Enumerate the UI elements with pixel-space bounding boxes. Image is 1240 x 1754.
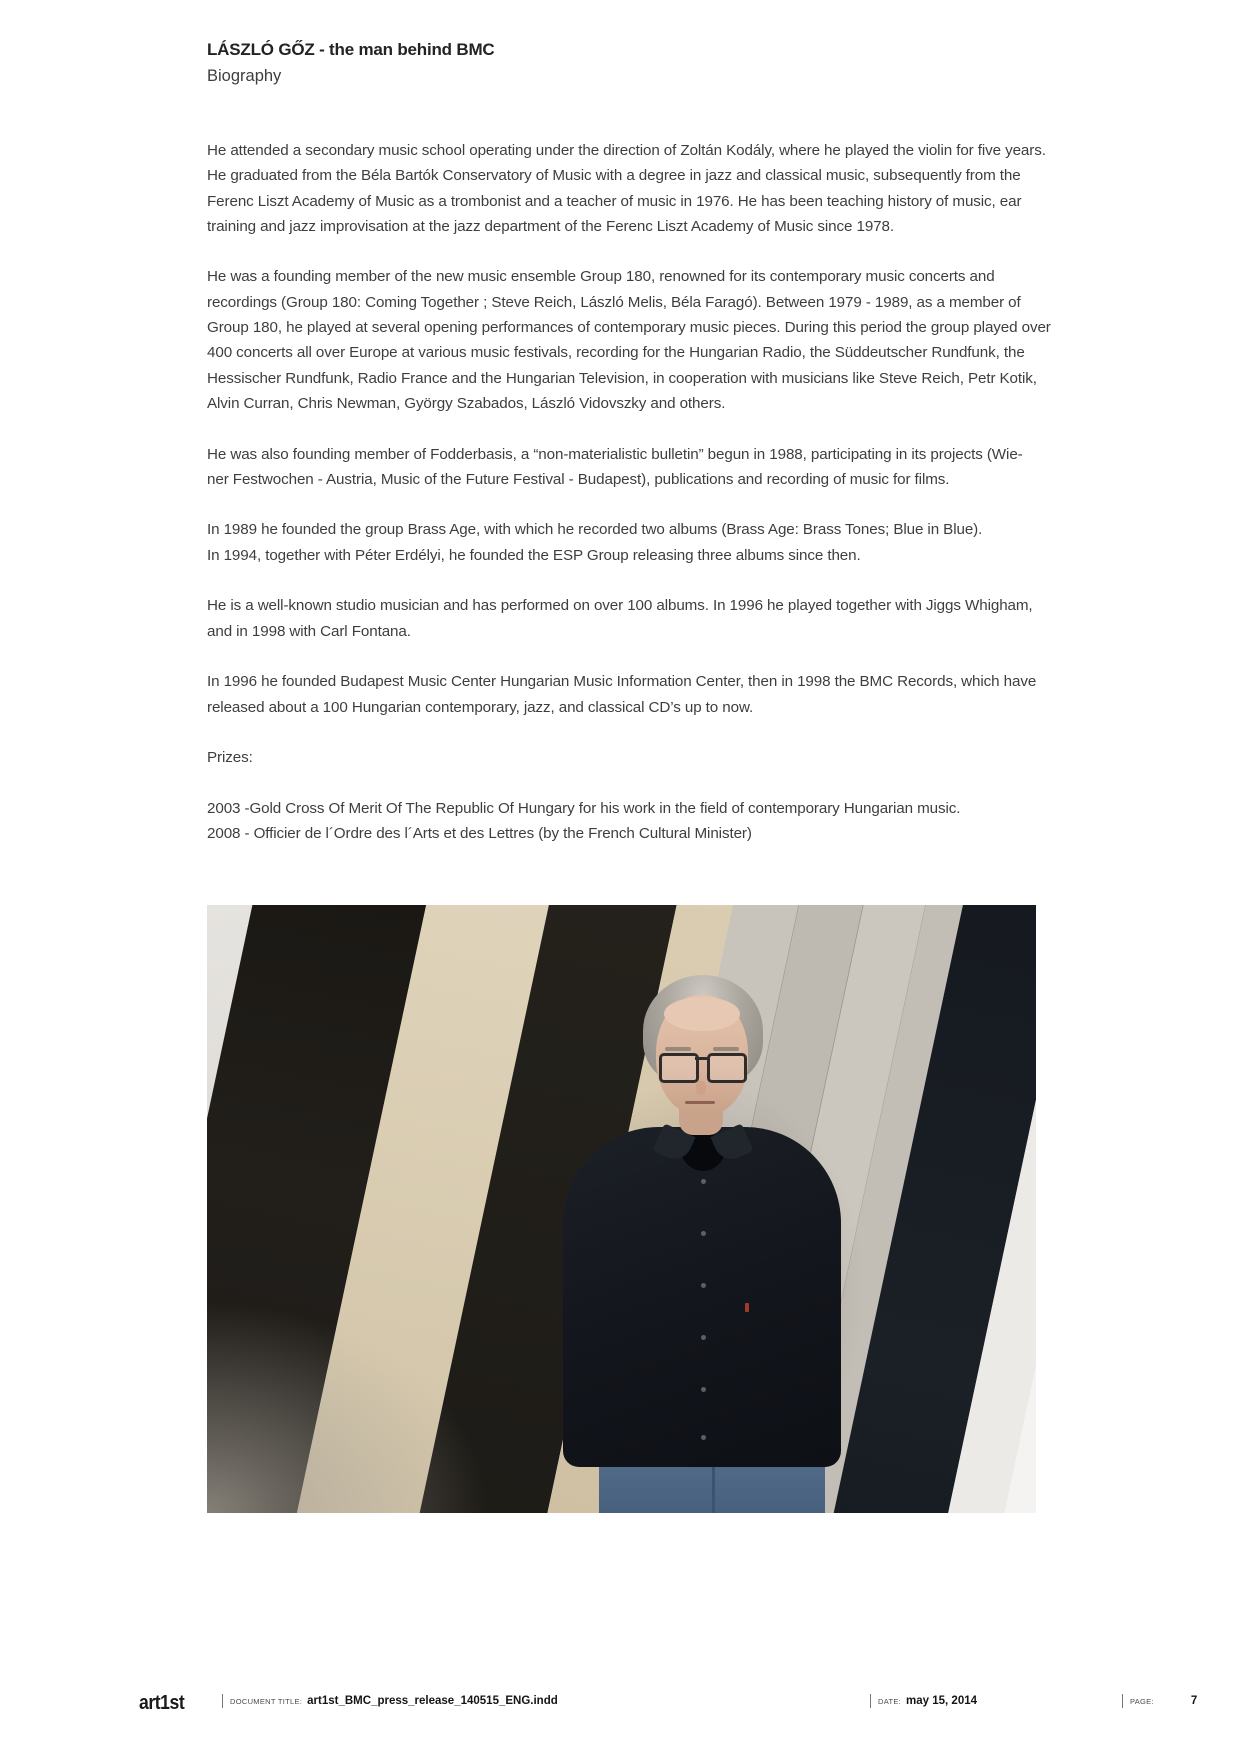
paragraph-brass-age [207,517,1051,568]
glasses-lens [659,1053,699,1083]
mouth [685,1101,715,1104]
nose [696,1081,706,1095]
shirt-button [701,1387,706,1392]
text-line: In 1996 he founded Budapest Music Center Hungarian Music Information Center, then in 1998 the BMC Records, which have [207,673,1037,691]
prize-item: 2008 - Officier de l´Ordre des l´Arts et des Lettres (by the French Cultural Minister) [207,825,752,843]
shirt-button [701,1335,706,1340]
man-figure [207,905,1036,1513]
text-line: 400 concerts all over Europe at various music festivals, recording for the Hungarian Radio, the Süddeutscher Rundfunk, the [207,344,1025,362]
text-line: Alvin Curran, Chris Newman, György Szabados, László Vidovszky and others. [207,394,726,412]
red-shirt-emblem [745,1303,749,1312]
shirt-button [701,1435,706,1440]
page-subtitle: Biography [207,67,282,85]
date-value: may 15, 2014 [906,1695,978,1707]
eyebrow [713,1047,739,1051]
document-title-value: art1st_BMC_press_release_140515_ENG.indd [307,1695,558,1707]
text-line: He was a founding member of the new music ensemble Group 180, renowned for its contemporary music concerts and [207,268,995,286]
dark-shirt [563,1127,841,1467]
text-line: In 1989 he founded the group Brass Age, with which he recorded two albums (Brass Age: Brass Tones; Blue in Blue). [207,521,983,539]
date-label: DATE: [878,1696,902,1706]
biography-text [207,138,1051,872]
text-line: He attended a secondary music school operating under the direction of Zoltán Kodály, where he played the violin for five years. [207,142,1046,159]
eyebrow [665,1047,691,1051]
text-line: recordings (Group 180: Coming Together ; Steve Reich, László Melis, Béla Faragó). Between 1979 - 1989, as a member of [207,293,1021,311]
text-line: Hessischer Rundfunk, Radio France and the Hungarian Television, in cooperation with musicians like Steve Reich, Petr Kotik, [207,369,1037,387]
prize-item: 2003 -Gold Cross Of Merit Of The Republic Of Hungary for his work in the field of contemporary Hungarian music. [207,799,961,817]
page-label: PAGE: [1130,1696,1154,1706]
prizes-list [207,796,1051,847]
page-title: LÁSZLÓ GŐZ - the man behind BMC [207,40,495,59]
text-line: Group 180, he played at several opening performances of contemporary music pieces. During this period the group played over [207,319,1051,337]
page-number-value: 7 [1190,1695,1198,1707]
shirt-button [701,1179,706,1184]
text-line: released about a 100 Hungarian contemporary, jazz, and classical CD’s up to now. [207,698,754,716]
prizes-heading [207,745,1051,770]
paragraph-group180 [207,264,1051,416]
paragraph-fodderbasis [207,442,1051,493]
paragraph-education [207,138,1051,239]
text-line: He is a well-known studio musician and has performed on over 100 albums. In 1996 he played together with Jiggs Whigham, [207,597,1033,615]
text-line: ner Festwochen - Austria, Music of the Future Festival - Budapest), publications and recording of music for films. [207,470,950,488]
art1st-logo: art1st [139,1692,185,1714]
forehead-highlight [664,997,740,1031]
text-line: He was also founding member of Fodderbasis, a “non-materialistic bulletin” begun in 1988, participating in its projects (Wie- [207,445,1023,463]
document-header [207,40,495,86]
text-line: and in 1998 with Carl Fontana. [207,622,411,640]
portrait-photo [207,905,1036,1513]
paragraph-bmc [207,669,1051,720]
text-line: Prizes: [207,749,253,767]
jeans-seam [712,1463,715,1513]
footer-date [870,1694,977,1708]
paragraph-studio-musician [207,593,1051,644]
document-title-label: DOCUMENT TITLE: [230,1696,303,1706]
shirt-button [701,1283,706,1288]
glasses-bridge [695,1057,708,1060]
footer-page-number [1122,1694,1197,1708]
footer-document-title [222,1694,558,1708]
separator-bar [222,1694,223,1708]
text-line: Ferenc Liszt Academy of Music as a trombonist and a teacher of music in 1976. He has been teaching history of music, ear [207,192,1022,210]
page-footer [0,1690,1240,1720]
text-line: training and jazz improvisation at the jazz department of the Ferenc Liszt Academy of Music since 1978. [207,217,894,235]
eyeglasses [659,1053,745,1079]
glasses-lens [707,1053,747,1083]
text-line: In 1994, together with Péter Erdélyi, he founded the ESP Group releasing three albums since then. [207,546,861,564]
separator-bar [1122,1694,1123,1708]
shirt-button [701,1231,706,1236]
text-line: He graduated from the Béla Bartók Conservatory of Music with a degree in jazz and classical music, subsequently from the [207,167,1021,185]
separator-bar [870,1694,871,1708]
